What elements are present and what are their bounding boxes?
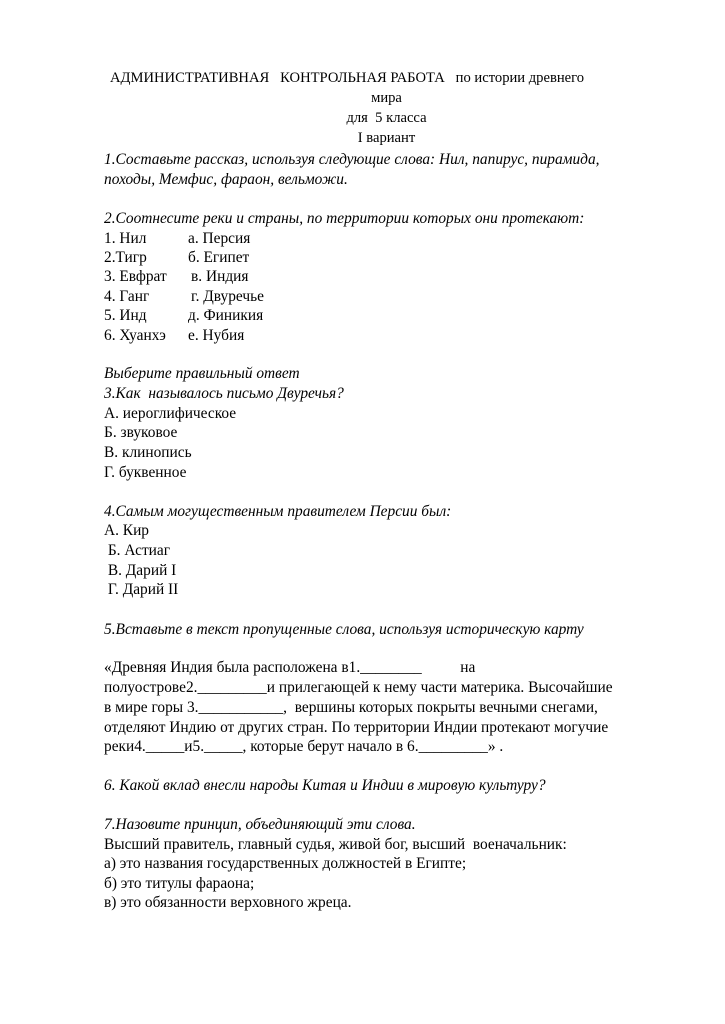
q2-country: в. Индия [191, 268, 249, 285]
title-line-1: АДМИНИСТРАТИВНАЯ КОНТРОЛЬНАЯ РАБОТА по истории древнего [110, 70, 585, 86]
q5-text-line: полуострове2._________и прилегающей к нему части материка. Высочайшие [104, 679, 613, 696]
q3-option: Г. буквенное [104, 464, 187, 481]
q4-question: 4.Самым могущественным правителем Персии был: [104, 503, 452, 520]
q4-option: В. Дарий I [104, 562, 177, 579]
q3-option: А. иероглифическое [104, 405, 237, 422]
q4-option: Б. Астиаг [104, 542, 171, 559]
q2-river: 5. Инд [104, 307, 147, 324]
q6-question: 6. Какой вклад внесли народы Китая и Индии в мировую культуру? [104, 777, 546, 794]
variant-label: I вариант [357, 130, 416, 146]
q5-question: 5.Вставьте в текст пропущенные слова, используя историческую карту [104, 621, 584, 638]
q3-option: В. клинопись [104, 444, 192, 461]
q7-option: б) это титулы фараона; [104, 875, 255, 892]
q7-option: в) это обязанности верховного жреца. [104, 894, 352, 911]
q3-instruction: Выберите правильный ответ [104, 365, 300, 382]
q4-option: Г. Дарий II [104, 581, 179, 598]
q7-option: а) это названия государственных должностей в Египте; [104, 855, 467, 872]
q2-country: г. Двуречье [191, 288, 264, 305]
q5-text-line: «Древняя Индия была расположена в1.________ на [104, 659, 476, 676]
q4-option: А. Кир [104, 522, 150, 539]
q7-words: Высший правитель, главный судья, живой бог, высший военачальник: [104, 836, 567, 853]
q5-text-line: отделяют Индию от других стран. По территории Индии протекают могучие [104, 719, 609, 736]
q2-river: 4. Ганг [104, 288, 150, 305]
q2-country: а. Персия [188, 230, 251, 247]
q3-option: Б. звуковое [104, 424, 178, 441]
q1-line-2: походы, Мемфис, фараон, вельможи. [104, 171, 348, 188]
q3-question: 3.Как называлось письмо Двуречья? [104, 385, 344, 402]
grade-label: для 5 класса [346, 110, 427, 126]
q2-river: 1. Нил [104, 230, 147, 247]
q2-river: 6. Хуанхэ [104, 327, 166, 344]
q2-river: 2.Тигр [104, 249, 147, 266]
title-line-2: мира [371, 90, 402, 106]
q2-country: д. Финикия [188, 307, 264, 324]
q2-country: б. Египет [188, 249, 250, 266]
q2-question: 2.Соотнесите реки и страны, по территории которых они протекают: [104, 210, 585, 227]
q5-text-line: в мире горы 3.___________, вершины которых покрыты вечными снегами, [104, 699, 598, 716]
q5-text-line: реки4._____и5._____, которые берут начало в 6._________» . [104, 738, 504, 755]
q2-country: е. Нубия [188, 327, 245, 344]
q2-river: 3. Евфрат [104, 268, 167, 285]
q7-question: 7.Назовите принцип, объединяющий эти слова. [104, 816, 416, 833]
q1-line-1: 1.Составьте рассказ, используя следующие слова: Нил, папирус, пирамида, [104, 151, 600, 168]
